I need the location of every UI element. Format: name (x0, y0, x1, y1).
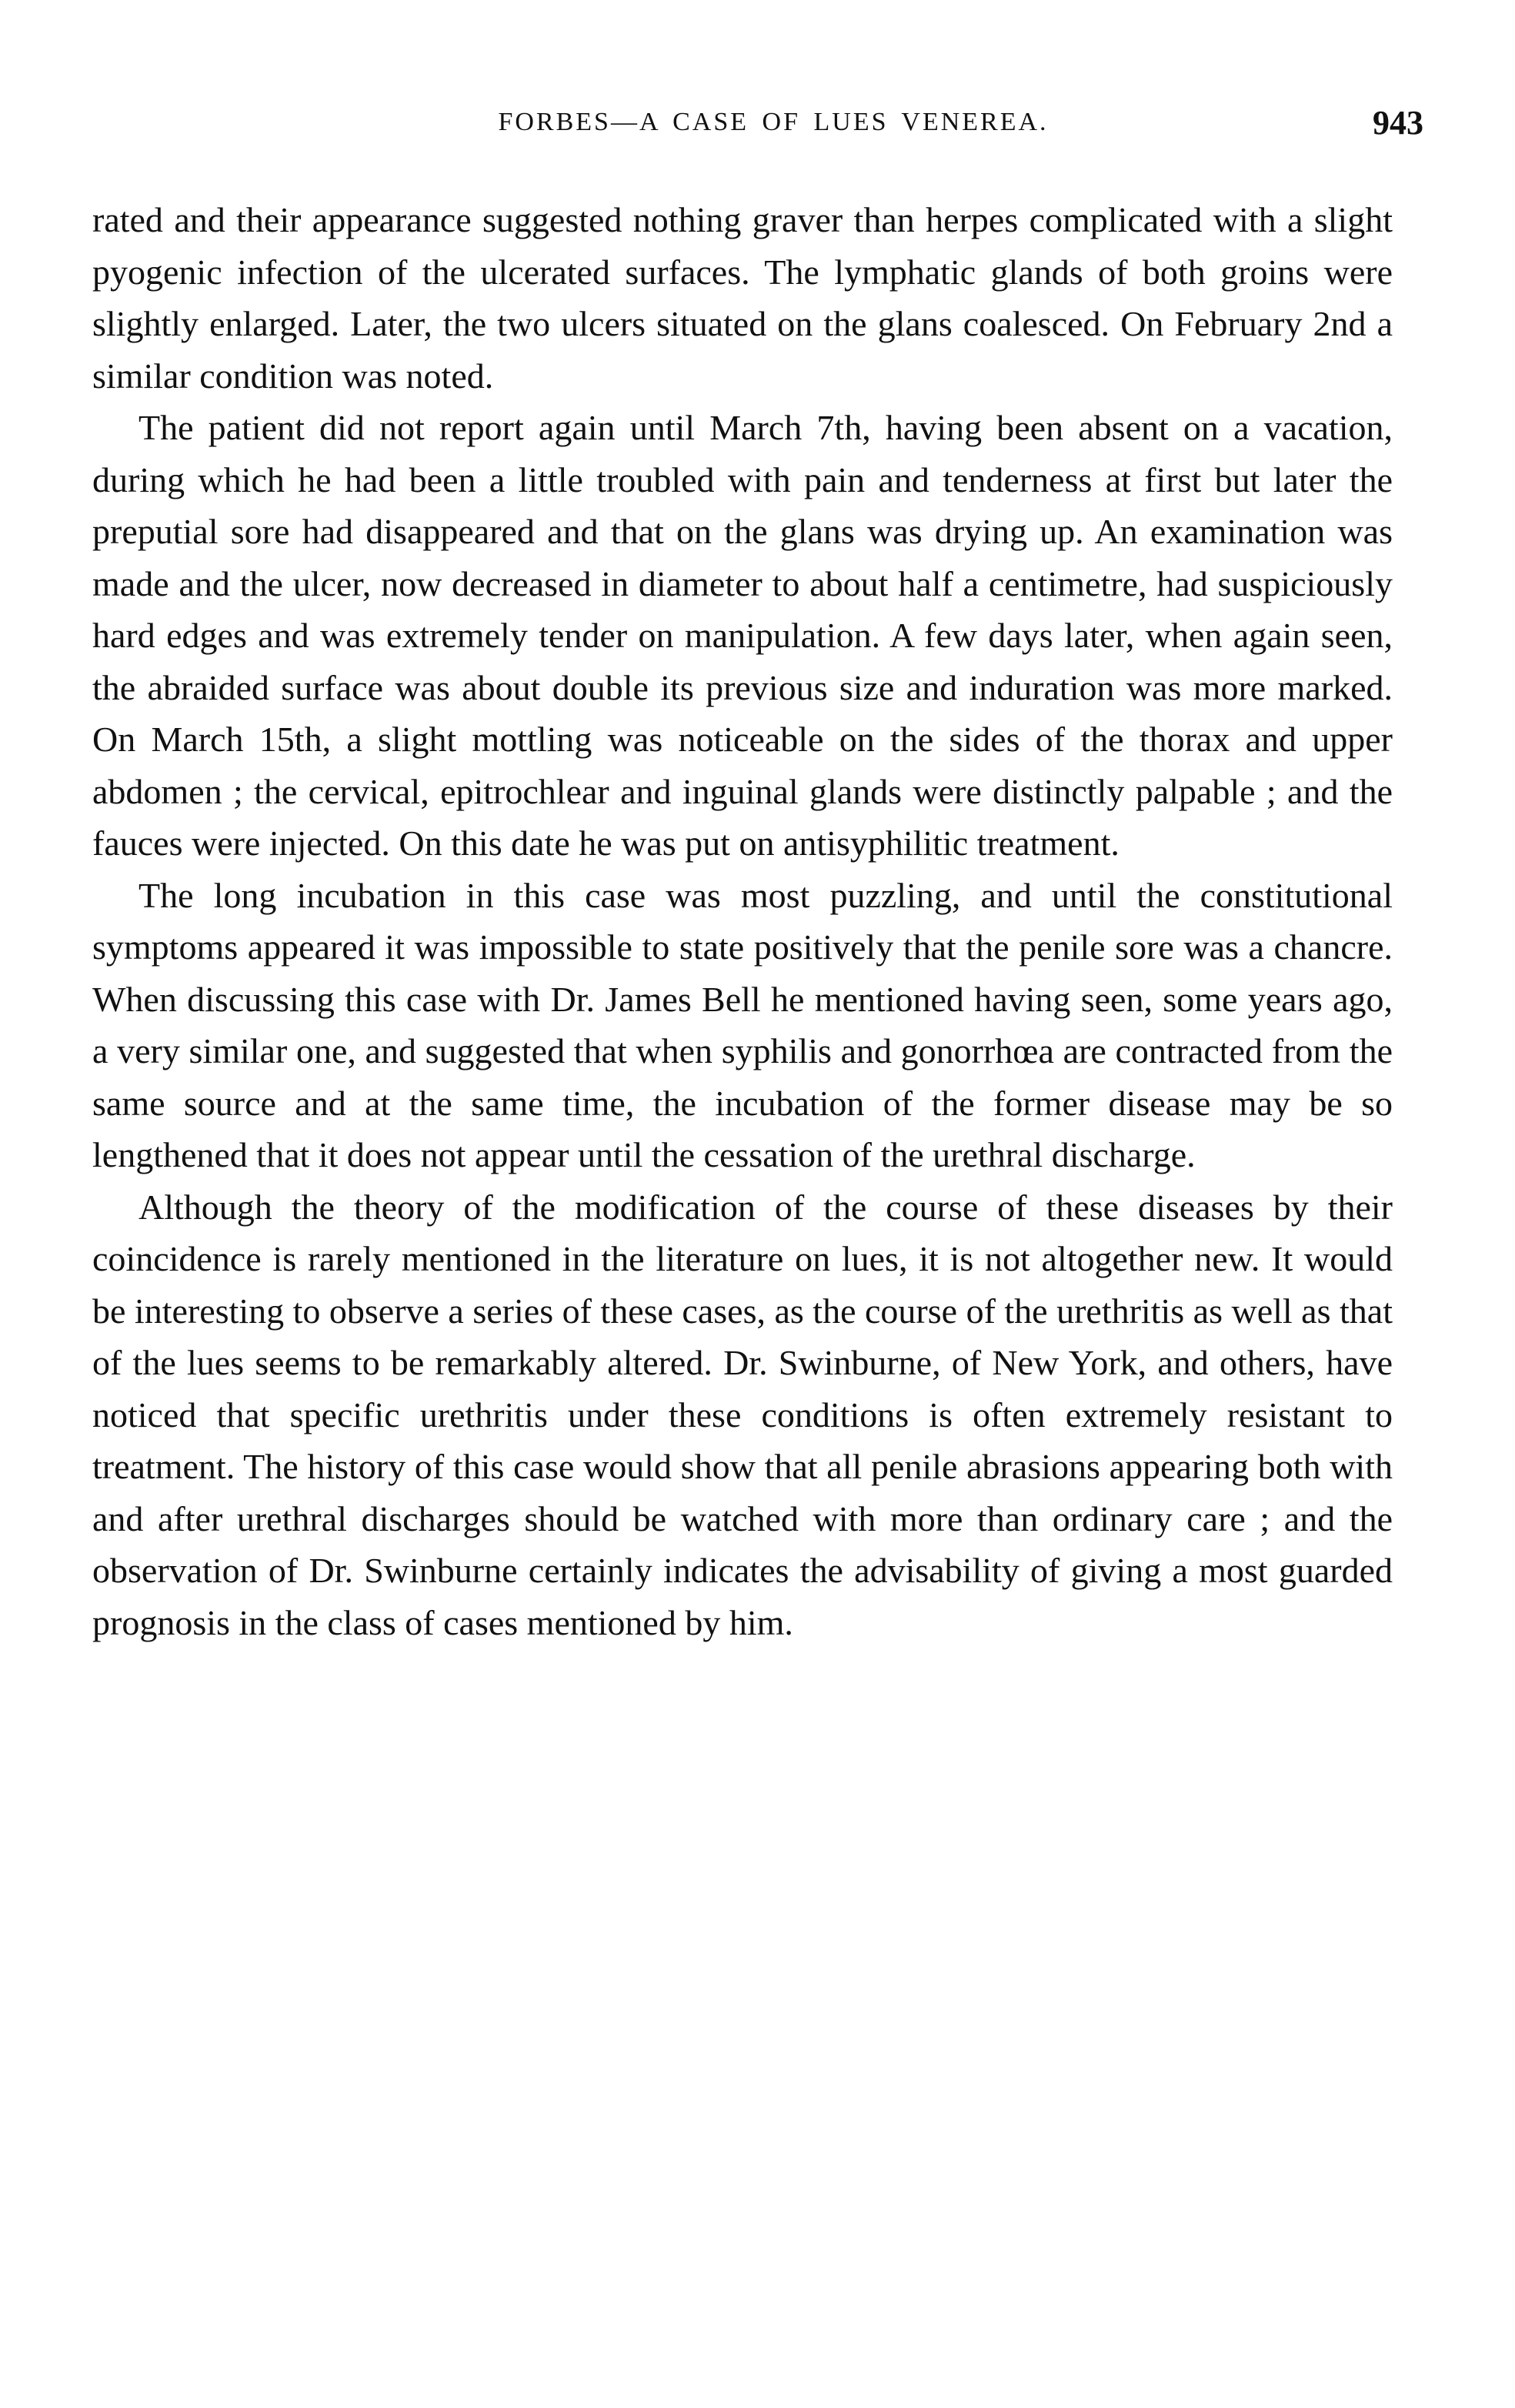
paragraph-1: rated and their appearance suggested nothing graver than herpes complicated with a slight pyogenic infection of the ulcerated surfaces. The lymphatic glands of both groins were slightly enlarged. Later, the two ulcers situated on the glans coalesced. On February 2nd a similar condition was noted. (92, 200, 1393, 396)
paragraph-2: The patient did not report again until March 7th, having been absent on a vacation, during which he had been a little troubled with pain and tenderness at first but later the preputial sore had disappeared and that on the glans was drying up. An examination was made and the ulcer, now decreased in diameter to about half a centimetre, had suspiciously hard edges and was extremely tender on manipulation. A few days later, when again seen, the abraided surface was about double its previous size and induration was more marked. On March 15th, a slight mottling was noticeable on the sides of the thorax and upper abdomen ; the cervical, epitrochlear and inguinal glands were distinctly palpable ; and the fauces were injected. On this date he was put on antisyphilitic treatment. (92, 408, 1393, 863)
page-number: 943 (1373, 104, 1423, 142)
paragraph-4: Although the theory of the modification of the course of these diseases by their coincidence is rarely mentioned in the literature on lues, it is not altogether new. It would be interesting to observe a series of these cases, as the course of the urethritis as well as that of the lues seems to be remarkably altered. Dr. Swinburne, of New York, and others, have noticed that specific urethritis under these conditions is often extremely resistant to treatment. The history of this case would show that all penile abrasions appearing both with and after urethral discharges should be watched with more than ordinary care ; and the observation of Dr. Swinburne certainly indicates the advisability of giving a most guarded prognosis in the class of cases mentioned by him. (92, 1187, 1393, 1642)
running-title: FORBES—A CASE OF LUES VENEREA. (498, 108, 1049, 136)
paragraph-3: The long incubation in this case was most puzzling, and until the constitutional symptoms appeared it was impossible to state positively that the penile sore was a chancre. When discussing this case with Dr. James Bell he mentioned having seen, some years ago, a very similar one, and suggested that when syphilis and gonorrhœa are contracted from the same source and at the same time, the incubation of the former disease may be so lengthened that it does not appear until the cessation of the urethral discharge. (92, 875, 1393, 1174)
body-text (92, 194, 1393, 1648)
running-header (123, 104, 1423, 154)
